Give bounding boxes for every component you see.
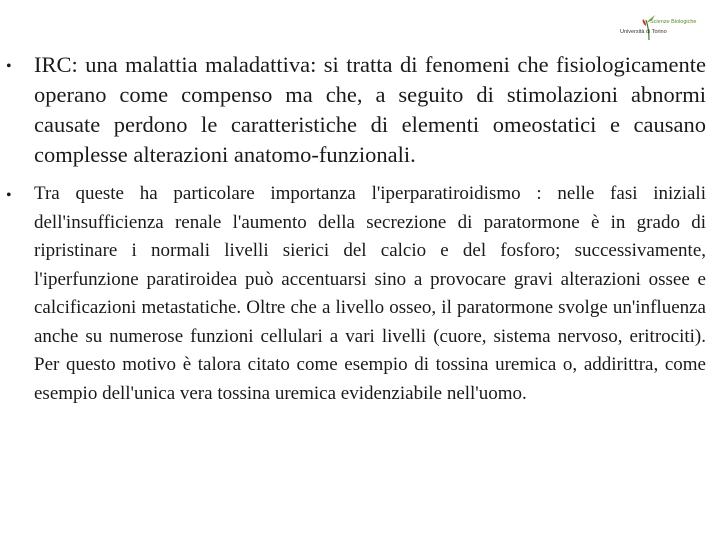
- slide-content: [0, 50, 720, 408]
- bullet-item: [0, 50, 720, 170]
- university-logo: [618, 12, 716, 44]
- bullet-icon: •: [6, 187, 12, 204]
- logo-emblem-icon: [642, 14, 656, 40]
- logo-university-text: Università di Torino: [620, 29, 667, 35]
- logo-department-text: Scienze Biologiche: [650, 19, 697, 25]
- bullet-text: Tra queste ha particolare importanza l'iperparatiroidismo : nelle fasi iniziali dell'insufficienza renale l'aumento della secrezione di paratormone è in grado di ripristinare i normali livelli sierici del calcio e del fosforo; successivamente, l'iperfunzione paratiroidea può accentuarsi sino a provocare gravi alterazioni ossee e calcificazioni metastatiche. Oltre che a livello osseo, il paratormone svolge un'influenza anche su numerose funzioni cellulari a vari livelli (cuore, sistema nervoso, eritrociti). Per questo motivo è talora citato come esempio di tossina uremica o, addirittra, come esempio dell'unica vera tossina uremica evidenziabile nell'uomo.: [34, 183, 706, 404]
- bullet-icon: •: [6, 58, 12, 75]
- bullet-text: IRC: una malattia maladattiva: si tratta di fenomeni che fisiologicamente operano come compenso ma che, a seguito di stimolazioni abnormi causate perdono le caratteristiche di elementi omeostatici e causano complesse alterazioni anatomo-funzionali.: [34, 52, 706, 167]
- bullet-item: [0, 180, 720, 408]
